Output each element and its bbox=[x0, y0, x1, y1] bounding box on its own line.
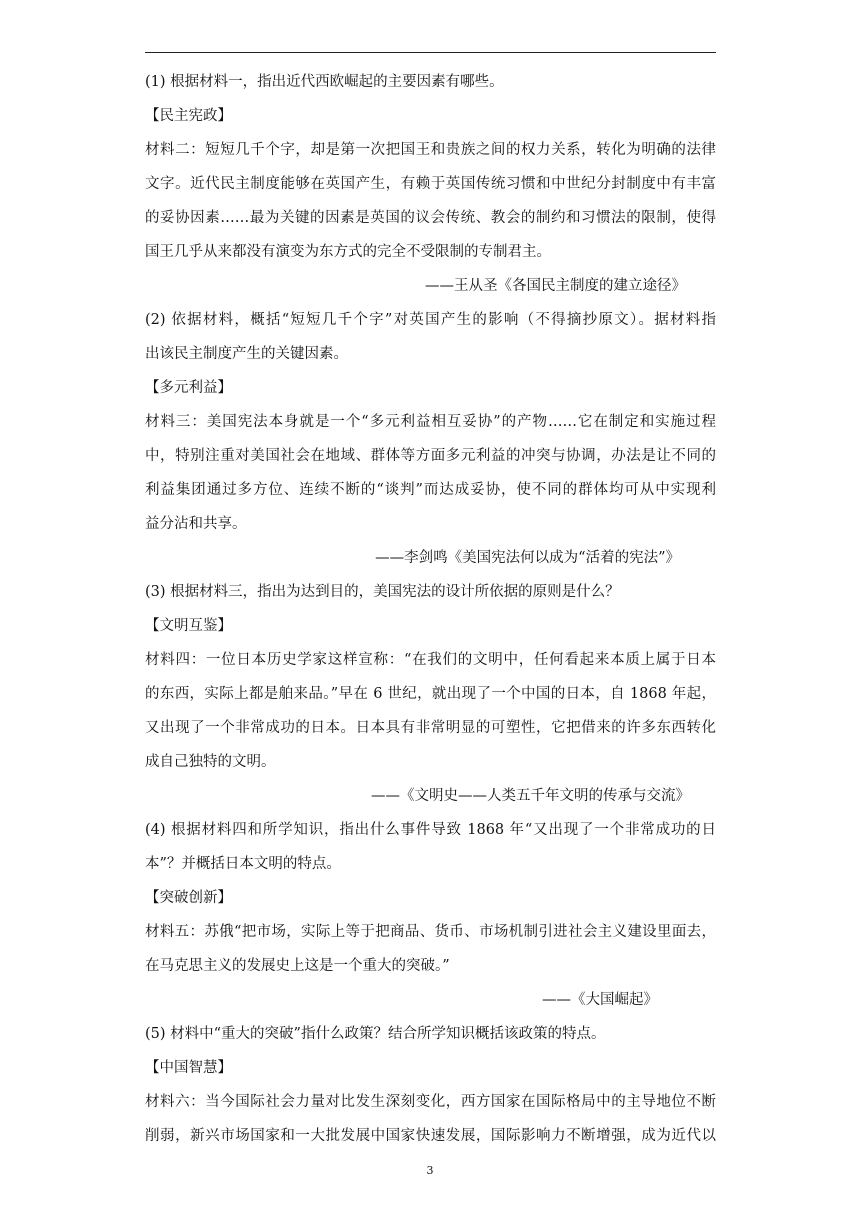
material-3-line-1: 材料三：美国宪法本身就是一个“多元利益相互妥协”的产物……它在制定和实施过程 bbox=[145, 414, 716, 430]
material-5-source: ——《大国崛起》 bbox=[542, 992, 658, 1008]
material-4-line-3: 又出现了一个非常成功的日本。日本具有非常明显的可塑性，它把借来的许多东西转化 bbox=[145, 720, 716, 736]
material-3-line-2: 中，特别注重对美国社会在地域、群体等方面多元利益的冲突与协调，办法是让不同的 bbox=[145, 448, 716, 464]
material-5-line-2: 在马克思主义的发展史上这是一个重大的突破。” bbox=[145, 958, 450, 974]
material-2-line-2: 文字。近代民主制度能够在英国产生，有赖于英国传统习惯和中世纪分封制度中有丰富 bbox=[145, 176, 716, 192]
page-number: 3 bbox=[426, 1164, 434, 1177]
question-1: (1) 根据材料一，指出近代西欧崛起的主要因素有哪些。 bbox=[145, 74, 504, 90]
material-6-line-1: 材料六：当今国际社会力量对比发生深刻变化，西方国家在国际格局中的主导地位不断 bbox=[145, 1094, 716, 1110]
header-rule bbox=[145, 52, 716, 53]
material-4-line-2: 的东西，实际上都是舶来品。”早在 6 世纪，就出现了一个中国的日本，自 1868 年起， bbox=[145, 686, 716, 702]
question-5: (5) 材料中“重大的突破”指什么政策？结合所学知识概括该政策的特点。 bbox=[145, 1026, 606, 1042]
material-5-line-1: 材料五：苏俄“把市场，实际上等于把商品、货币、市场机制引进社会主义建设里面去， bbox=[145, 924, 716, 940]
section-heading-civilization: 【文明互鉴】 bbox=[145, 618, 232, 634]
question-2-line-2: 出该民主制度产生的关键因素。 bbox=[145, 346, 348, 362]
section-heading-wisdom: 【中国智慧】 bbox=[145, 1060, 232, 1076]
material-3-line-4: 益分沾和共享。 bbox=[145, 516, 247, 532]
material-6-line-2: 削弱，新兴市场国家和一大批发展中国家快速发展，国际影响力不断增强，成为近代以 bbox=[145, 1128, 716, 1144]
section-heading-breakthrough: 【突破创新】 bbox=[145, 890, 232, 906]
section-heading-democracy: 【民主宪政】 bbox=[145, 108, 232, 124]
question-4-line-2: 本”？并概括日本文明的特点。 bbox=[145, 856, 341, 872]
material-2-source: ——王从圣《各国民主制度的建立途径》 bbox=[425, 278, 686, 294]
question-2-line-1: (2) 依据材料，概括“短短几千个字”对英国产生的影响（不得摘抄原文）。据材料指 bbox=[145, 312, 716, 328]
material-3-line-3: 利益集团通过多方位、连续不断的“谈判”而达成妥协，使不同的群体均可从中实现利 bbox=[145, 482, 716, 498]
section-heading-interests: 【多元利益】 bbox=[145, 380, 232, 396]
material-2-line-3: 的妥协因素……最为关键的因素是英国的议会传统、教会的制约和习惯法的限制，使得 bbox=[145, 210, 716, 226]
material-4-line-4: 成自己独特的文明。 bbox=[145, 754, 276, 770]
material-2-line-4: 国王几乎从来都没有演变为东方式的完全不受限制的专制君主。 bbox=[145, 244, 551, 260]
material-3-source: ——李剑鸣《美国宪法何以成为“活着的宪法”》 bbox=[375, 550, 680, 566]
material-4-line-1: 材料四：一位日本历史学家这样宣称：“在我们的文明中，任何看起来本质上属于日本 bbox=[145, 652, 716, 668]
question-3: (3) 根据材料三，指出为达到目的，美国宪法的设计所依据的原则是什么？ bbox=[145, 584, 620, 600]
question-4-line-1: (4) 根据材料四和所学知识，指出什么事件导致 1868 年“又出现了一个非常成功的日 bbox=[145, 822, 716, 838]
material-2-line-1: 材料二：短短几千个字，却是第一次把国王和贵族之间的权力关系，转化为明确的法律 bbox=[145, 142, 716, 158]
material-4-source: ——《文明史——人类五千年文明的传承与交流》 bbox=[371, 788, 690, 804]
